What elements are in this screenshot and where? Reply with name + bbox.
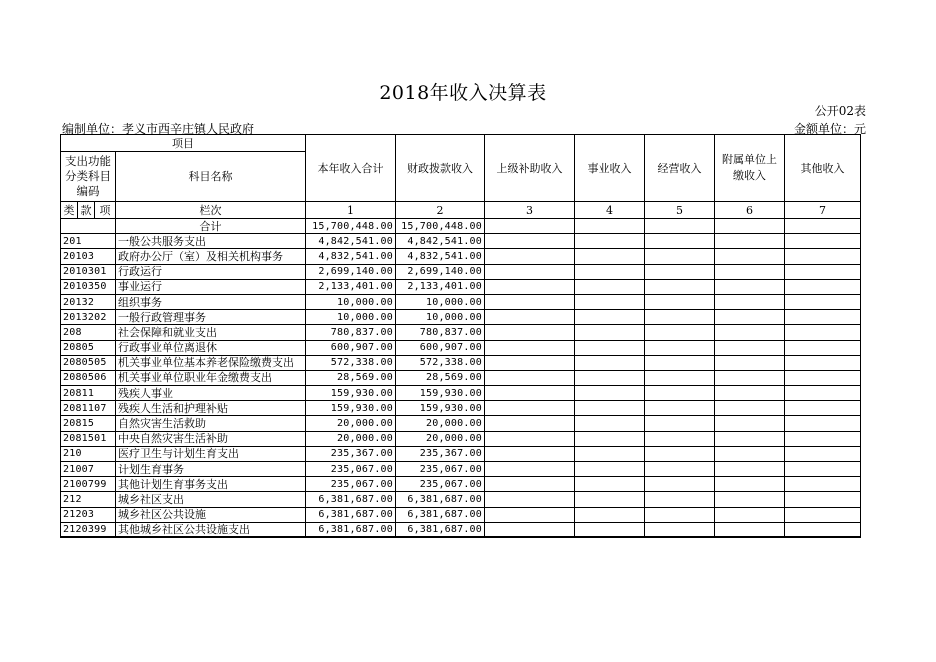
row-other-income xyxy=(785,431,861,446)
income-statement-table xyxy=(60,134,861,538)
table-row xyxy=(61,340,861,355)
row-operating-income xyxy=(645,355,715,370)
row-total-income: 159,930.00 xyxy=(306,401,396,416)
row-total-income: 20,000.00 xyxy=(306,416,396,431)
row-fiscal-income: 235,067.00 xyxy=(396,462,485,477)
row-other-income xyxy=(785,416,861,431)
row-subject-name: 城乡社区公共设施 xyxy=(116,507,306,522)
row-other-income xyxy=(785,325,861,340)
row-business-income xyxy=(575,340,645,355)
row-code: 2081107 xyxy=(61,401,116,416)
row-affiliate-income xyxy=(715,325,785,340)
row-fiscal-income: 2,133,401.00 xyxy=(396,279,485,294)
header-kuan: 款 xyxy=(78,202,95,219)
row-subject-name: 行政事业单位离退休 xyxy=(116,340,306,355)
row-code: 2120399 xyxy=(61,522,116,537)
row-code: 20132 xyxy=(61,294,116,309)
row-business-income xyxy=(575,401,645,416)
row-business-income xyxy=(575,370,645,385)
row-code: 2010350 xyxy=(61,279,116,294)
row-superior-subsidy xyxy=(485,446,575,461)
row-operating-income xyxy=(645,264,715,279)
row-operating-income xyxy=(645,477,715,492)
row-operating-income xyxy=(645,462,715,477)
header-item: 项目 xyxy=(61,135,306,152)
row-superior-subsidy xyxy=(485,249,575,264)
header-xiang: 项 xyxy=(95,202,116,219)
table-row xyxy=(61,355,861,370)
row-business-income xyxy=(575,507,645,522)
row-fiscal-income: 159,930.00 xyxy=(396,401,485,416)
row-total-income: 10,000.00 xyxy=(306,294,396,309)
header-col-6: 附属单位上缴收入 xyxy=(715,135,785,202)
table-row xyxy=(61,522,861,537)
row-code: 20805 xyxy=(61,340,116,355)
row-affiliate-income xyxy=(715,310,785,325)
total-row xyxy=(61,219,861,234)
row-subject-name: 计划生育事务 xyxy=(116,462,306,477)
table-row xyxy=(61,416,861,431)
row-total-income: 4,842,541.00 xyxy=(306,234,396,249)
header-col-3: 上级补助收入 xyxy=(485,135,575,202)
row-business-income xyxy=(575,462,645,477)
row-other-income xyxy=(785,264,861,279)
row-affiliate-income xyxy=(715,507,785,522)
row-total-income: 159,930.00 xyxy=(306,386,396,401)
col-num-1: 1 xyxy=(306,202,396,219)
row-subject-name: 政府办公厅（室）及相关机构事务 xyxy=(116,249,306,264)
row-affiliate-income xyxy=(715,416,785,431)
row-operating-income xyxy=(645,522,715,537)
row-business-income xyxy=(575,234,645,249)
page-title: 2018年收入决算表 xyxy=(379,82,547,104)
table-row xyxy=(61,401,861,416)
row-fiscal-income: 159,930.00 xyxy=(396,386,485,401)
row-subject-name: 其他城乡社区公共设施支出 xyxy=(116,522,306,537)
row-other-income xyxy=(785,477,861,492)
organization-label: 编制单位：孝义市西辛庄镇人民政府 xyxy=(62,122,255,136)
row-operating-income xyxy=(645,325,715,340)
row-fiscal-income: 4,832,541.00 xyxy=(396,249,485,264)
table-row xyxy=(61,462,861,477)
row-fiscal-income: 6,381,687.00 xyxy=(396,492,485,507)
row-code: 208 xyxy=(61,325,116,340)
row-superior-subsidy xyxy=(485,234,575,249)
col-num-3: 3 xyxy=(485,202,575,219)
row-other-income xyxy=(785,294,861,309)
row-subject-name: 自然灾害生活救助 xyxy=(116,416,306,431)
row-fiscal-income: 600,907.00 xyxy=(396,340,485,355)
row-affiliate-income xyxy=(715,401,785,416)
row-total-income: 6,381,687.00 xyxy=(306,492,396,507)
row-business-income xyxy=(575,264,645,279)
row-subject-name: 残疾人事业 xyxy=(116,386,306,401)
currency-unit-label: 金额单位：元 xyxy=(793,122,866,136)
row-total-income: 235,067.00 xyxy=(306,462,396,477)
row-affiliate-income xyxy=(715,234,785,249)
row-superior-subsidy xyxy=(485,401,575,416)
row-code: 2013202 xyxy=(61,310,116,325)
row-subject-name: 组织事务 xyxy=(116,294,306,309)
header-func-code: 支出功能分类科目编码 xyxy=(61,152,116,202)
header-col-1: 本年收入合计 xyxy=(306,135,396,202)
row-superior-subsidy xyxy=(485,416,575,431)
table-row xyxy=(61,264,861,279)
row-total-income: 572,338.00 xyxy=(306,355,396,370)
row-total-income: 2,699,140.00 xyxy=(306,264,396,279)
row-subject-name: 一般公共服务支出 xyxy=(116,234,306,249)
row-other-income xyxy=(785,234,861,249)
row-total-income: 20,000.00 xyxy=(306,431,396,446)
document-code: 公开02表 xyxy=(814,104,866,118)
total-label: 合计 xyxy=(116,219,306,234)
row-other-income xyxy=(785,370,861,385)
table-row xyxy=(61,431,861,446)
row-affiliate-income xyxy=(715,264,785,279)
row-operating-income xyxy=(645,507,715,522)
row-superior-subsidy xyxy=(485,325,575,340)
row-superior-subsidy xyxy=(485,264,575,279)
row-subject-name: 中央自然灾害生活补助 xyxy=(116,431,306,446)
row-fiscal-income: 10,000.00 xyxy=(396,310,485,325)
row-code: 20815 xyxy=(61,416,116,431)
row-subject-name: 医疗卫生与计划生育支出 xyxy=(116,446,306,461)
row-affiliate-income xyxy=(715,370,785,385)
row-other-income xyxy=(785,249,861,264)
row-affiliate-income xyxy=(715,462,785,477)
row-other-income xyxy=(785,355,861,370)
row-subject-name: 社会保障和就业支出 xyxy=(116,325,306,340)
row-business-income xyxy=(575,522,645,537)
row-subject-name: 城乡社区支出 xyxy=(116,492,306,507)
row-other-income xyxy=(785,340,861,355)
row-fiscal-income: 780,837.00 xyxy=(396,325,485,340)
row-superior-subsidy xyxy=(485,477,575,492)
row-business-income xyxy=(575,249,645,264)
row-fiscal-income: 4,842,541.00 xyxy=(396,234,485,249)
row-total-income: 235,367.00 xyxy=(306,446,396,461)
header-col-2: 财政拨款收入 xyxy=(396,135,485,202)
row-total-income: 4,832,541.00 xyxy=(306,249,396,264)
row-code: 2100799 xyxy=(61,477,116,492)
row-business-income xyxy=(575,355,645,370)
row-operating-income xyxy=(645,416,715,431)
row-superior-subsidy xyxy=(485,462,575,477)
table-row xyxy=(61,446,861,461)
row-subject-name: 一般行政管理事务 xyxy=(116,310,306,325)
row-operating-income xyxy=(645,310,715,325)
row-code: 210 xyxy=(61,446,116,461)
row-code: 2081501 xyxy=(61,431,116,446)
row-business-income xyxy=(575,446,645,461)
header-lanci: 栏次 xyxy=(116,202,306,219)
row-operating-income xyxy=(645,431,715,446)
row-fiscal-income: 572,338.00 xyxy=(396,355,485,370)
row-code: 20811 xyxy=(61,386,116,401)
row-code: 21203 xyxy=(61,507,116,522)
row-subject-name: 残疾人生活和护理补贴 xyxy=(116,401,306,416)
col-num-5: 5 xyxy=(645,202,715,219)
row-total-income: 6,381,687.00 xyxy=(306,522,396,537)
row-operating-income xyxy=(645,446,715,461)
row-operating-income xyxy=(645,401,715,416)
row-total-income: 600,907.00 xyxy=(306,340,396,355)
row-subject-name: 机关事业单位职业年金缴费支出 xyxy=(116,370,306,385)
row-affiliate-income xyxy=(715,492,785,507)
row-operating-income xyxy=(645,279,715,294)
row-code: 2080506 xyxy=(61,370,116,385)
row-fiscal-income: 2,699,140.00 xyxy=(396,264,485,279)
row-superior-subsidy xyxy=(485,370,575,385)
row-code: 20103 xyxy=(61,249,116,264)
row-fiscal-income: 6,381,687.00 xyxy=(396,507,485,522)
row-affiliate-income xyxy=(715,446,785,461)
header-col-7: 其他收入 xyxy=(785,135,861,202)
row-code: 212 xyxy=(61,492,116,507)
row-affiliate-income xyxy=(715,355,785,370)
row-affiliate-income xyxy=(715,294,785,309)
header-lei: 类 xyxy=(61,202,78,219)
row-affiliate-income xyxy=(715,279,785,294)
row-superior-subsidy xyxy=(485,507,575,522)
row-fiscal-income: 235,367.00 xyxy=(396,446,485,461)
row-operating-income xyxy=(645,370,715,385)
row-business-income xyxy=(575,279,645,294)
row-operating-income xyxy=(645,249,715,264)
row-other-income xyxy=(785,446,861,461)
row-total-income: 6,381,687.00 xyxy=(306,507,396,522)
row-operating-income xyxy=(645,492,715,507)
row-total-income: 235,067.00 xyxy=(306,477,396,492)
table-row xyxy=(61,249,861,264)
row-business-income xyxy=(575,294,645,309)
table-row xyxy=(61,325,861,340)
table-row xyxy=(61,294,861,309)
row-affiliate-income xyxy=(715,522,785,537)
row-affiliate-income xyxy=(715,477,785,492)
row-superior-subsidy xyxy=(485,340,575,355)
row-affiliate-income xyxy=(715,386,785,401)
table-row xyxy=(61,477,861,492)
row-code: 21007 xyxy=(61,462,116,477)
row-total-income: 10,000.00 xyxy=(306,310,396,325)
row-total-income: 780,837.00 xyxy=(306,325,396,340)
row-superior-subsidy xyxy=(485,355,575,370)
row-other-income xyxy=(785,386,861,401)
table-row xyxy=(61,310,861,325)
row-superior-subsidy xyxy=(485,522,575,537)
row-other-income xyxy=(785,310,861,325)
table-row xyxy=(61,370,861,385)
row-operating-income xyxy=(645,234,715,249)
row-business-income xyxy=(575,310,645,325)
header-subject-name: 科目名称 xyxy=(116,152,306,202)
row-business-income xyxy=(575,492,645,507)
table-row xyxy=(61,492,861,507)
row-superior-subsidy xyxy=(485,279,575,294)
row-subject-name: 行政运行 xyxy=(116,264,306,279)
row-subject-name: 事业运行 xyxy=(116,279,306,294)
table-row xyxy=(61,279,861,294)
row-superior-subsidy xyxy=(485,492,575,507)
row-operating-income xyxy=(645,294,715,309)
row-fiscal-income: 235,067.00 xyxy=(396,477,485,492)
header-col-5: 经营收入 xyxy=(645,135,715,202)
row-superior-subsidy xyxy=(485,294,575,309)
total-fiscal: 15,700,448.00 xyxy=(396,219,485,234)
row-total-income: 2,133,401.00 xyxy=(306,279,396,294)
row-other-income xyxy=(785,279,861,294)
col-num-4: 4 xyxy=(575,202,645,219)
row-other-income xyxy=(785,401,861,416)
col-num-2: 2 xyxy=(396,202,485,219)
row-affiliate-income xyxy=(715,340,785,355)
total-income: 15,700,448.00 xyxy=(306,219,396,234)
row-business-income xyxy=(575,431,645,446)
table-row xyxy=(61,234,861,249)
row-subject-name: 机关事业单位基本养老保险缴费支出 xyxy=(116,355,306,370)
row-subject-name: 其他计划生育事务支出 xyxy=(116,477,306,492)
row-other-income xyxy=(785,492,861,507)
row-superior-subsidy xyxy=(485,386,575,401)
row-operating-income xyxy=(645,386,715,401)
row-affiliate-income xyxy=(715,249,785,264)
col-num-6: 6 xyxy=(715,202,785,219)
row-code: 201 xyxy=(61,234,116,249)
row-other-income xyxy=(785,462,861,477)
row-fiscal-income: 28,569.00 xyxy=(396,370,485,385)
row-other-income xyxy=(785,522,861,537)
row-fiscal-income: 6,381,687.00 xyxy=(396,522,485,537)
row-business-income xyxy=(575,477,645,492)
row-business-income xyxy=(575,325,645,340)
row-fiscal-income: 10,000.00 xyxy=(396,294,485,309)
row-affiliate-income xyxy=(715,431,785,446)
table-row xyxy=(61,386,861,401)
row-superior-subsidy xyxy=(485,310,575,325)
table-row xyxy=(61,507,861,522)
row-code: 2010301 xyxy=(61,264,116,279)
row-business-income xyxy=(575,386,645,401)
row-total-income: 28,569.00 xyxy=(306,370,396,385)
row-other-income xyxy=(785,507,861,522)
row-operating-income xyxy=(645,340,715,355)
row-fiscal-income: 20,000.00 xyxy=(396,431,485,446)
header-col-4: 事业收入 xyxy=(575,135,645,202)
row-code: 2080505 xyxy=(61,355,116,370)
row-business-income xyxy=(575,416,645,431)
row-fiscal-income: 20,000.00 xyxy=(396,416,485,431)
row-superior-subsidy xyxy=(485,431,575,446)
col-num-7: 7 xyxy=(785,202,861,219)
